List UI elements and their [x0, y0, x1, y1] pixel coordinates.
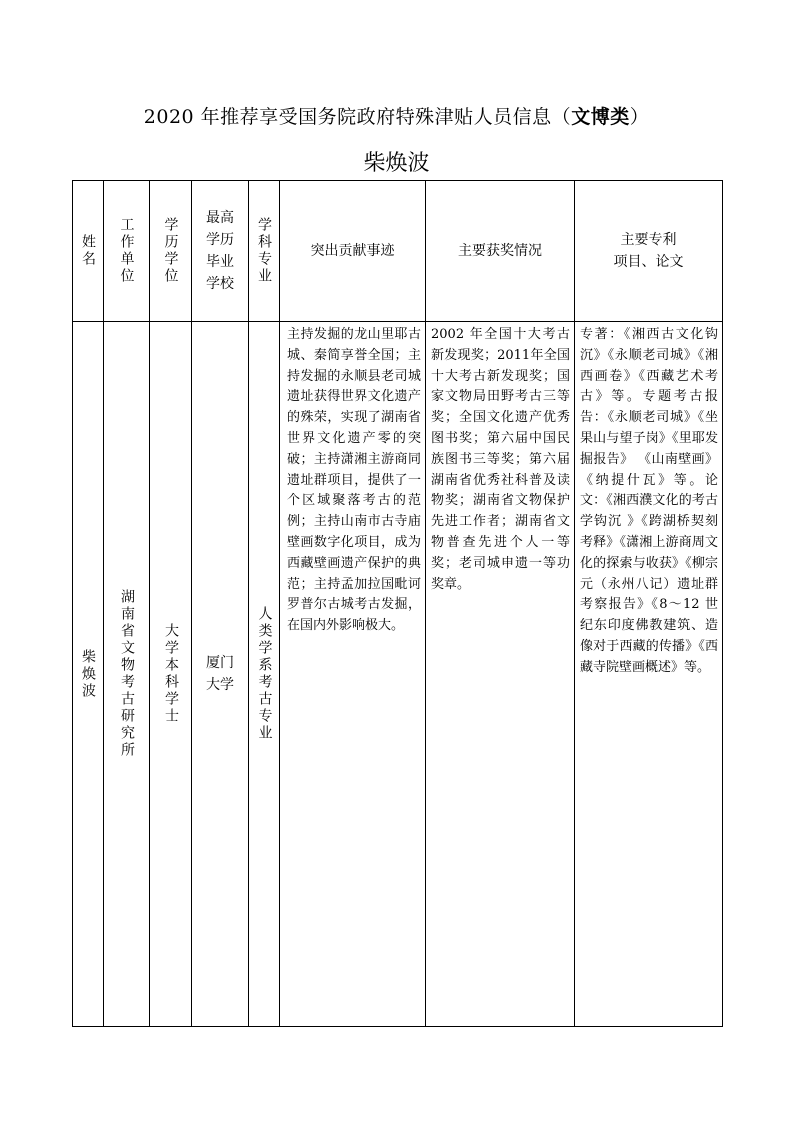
header-patents-line1: 主要专利: [620, 232, 677, 248]
row-contributions-cell: [280, 322, 426, 1027]
document-title: [0, 102, 793, 129]
header-awards: 主要获奖情况: [458, 243, 542, 259]
row-degree-cell: [150, 322, 192, 1027]
header-school-line2: 学历: [206, 232, 234, 248]
header-school-line4: 学校: [206, 276, 234, 292]
title-category: 文博类: [571, 106, 630, 128]
header-awards-cell: [426, 181, 575, 322]
header-school-line1: 最高: [206, 210, 234, 226]
header-patents-cell: [575, 181, 723, 322]
row-awards: 2002 年全国十大考古新发现奖；2011年全国十大考古新发现奖；国家文物局田野考古三等奖；全国文化遗产优秀图书奖；第六届中国民族图书三等奖；第六届湖南省优秀社科普及读物奖；湖南省文物保护先进工作者；湖南省文物普查先进个人一等奖；老司城申遗一等功奖章。: [431, 327, 570, 592]
row-work-unit: 湖南省文物考古研究所: [119, 589, 135, 759]
person-heading: 柴焕波: [363, 151, 430, 176]
row-degree: 大学本科学士: [163, 623, 179, 725]
header-school: [192, 207, 248, 295]
header-name: 姓名: [80, 234, 96, 268]
row-contributions: 主持发掘的龙山里耶古城、秦简享誉全国；主持发掘的永顺县老司城遗址获得世界文化遗产的殊荣，实现了湖南省世界文化遗产零的突破；主持潇湘主游商同遗址群项目，提供了一个区域聚落考古的范例；主持山南市古寺庙壁画数字化项目，成为西藏壁画遗产保护的典范；主持孟加拉国毗诃罗普尔古城考古发掘，在国内外影响极大。: [287, 327, 421, 634]
header-school-line3: 毕业: [206, 254, 234, 270]
row-major-cell: [249, 322, 280, 1027]
row-work-unit-cell: [104, 322, 150, 1027]
header-work-unit-cell: [104, 181, 150, 322]
data-row: [73, 322, 723, 1027]
header-major: 学科专业: [256, 217, 272, 285]
row-awards-cell: [426, 322, 575, 1027]
header-name-cell: [73, 181, 104, 322]
header-degree: 学历学位: [162, 217, 179, 285]
row-name: 柴焕波: [80, 648, 96, 700]
title-prefix: 2020 年推荐享受国务院政府特殊津贴人员信息（: [143, 106, 572, 128]
header-contributions-cell: [280, 181, 426, 322]
row-school: 厦门大学: [206, 655, 234, 693]
header-patents-line2: 项目、论文: [613, 254, 684, 270]
header-major-cell: [249, 181, 280, 322]
row-patents: 专著：《湘西古文化钩沉》《永顺老司城》《湘西画卷》《西藏艺术考古》等。专题考古报告：《永顺老司城》《坐果山与望子岗》《里耶发掘报告》 《山南壁画》《纳提什瓦》等。论文：《湘西濮文化的考古学钩沉 》《跨湖桥契刻考释》《潇湘上游商周文化的探索与收获》《柳宗元（永州八记）遗址群考察报告》《8～12 世纪东印度佛教建筑、造像对于西藏的传播》《西藏寺院壁画概述》等。: [580, 327, 718, 675]
row-school-cell: [192, 322, 249, 1027]
row-patents-cell: [575, 322, 723, 1027]
title-suffix: ）: [629, 106, 650, 128]
header-school-cell: [192, 181, 249, 322]
info-table: [72, 180, 723, 1027]
header-contributions: 突出贡献事迹: [310, 243, 395, 259]
header-degree-cell: [150, 181, 192, 322]
header-work-unit: 工作单位: [118, 217, 135, 285]
row-major: 人类学系考古专业: [256, 606, 273, 742]
row-name-cell: [73, 322, 104, 1027]
header-row: [73, 181, 723, 322]
